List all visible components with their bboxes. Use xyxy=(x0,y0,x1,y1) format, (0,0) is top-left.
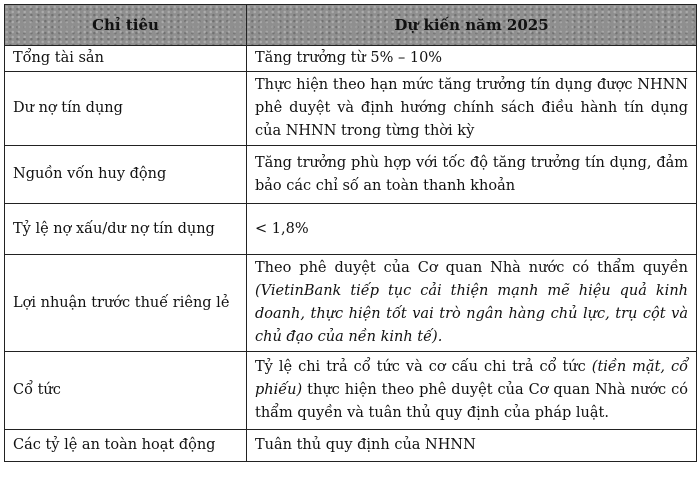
row-label-credit-balance: Dư nợ tín dụng xyxy=(5,72,247,146)
row-value-pretax-profit xyxy=(247,255,697,352)
row-label-mobilized-capital: Nguồn vốn huy động xyxy=(5,146,247,204)
table-row xyxy=(5,46,697,72)
row-label-total-assets: Tổng tài sản xyxy=(5,46,247,72)
row-value-safety-ratios: Tuân thủ quy định của NHNN xyxy=(247,430,697,462)
row-label-dividend: Cổ tức xyxy=(5,352,247,430)
header-indicator: Chỉ tiêu xyxy=(5,5,247,46)
header-forecast-2025: Dự kiến năm 2025 xyxy=(247,5,697,46)
table-row xyxy=(5,352,697,430)
row-label-pretax-profit: Lợi nhuận trước thuế riêng lẻ xyxy=(5,255,247,352)
row-value-dividend xyxy=(247,352,697,430)
dividend-note: (tiền mặt, cổ phiếu) xyxy=(255,359,689,398)
table-row xyxy=(5,204,697,255)
row-label-npl-ratio: Tỷ lệ nợ xấu/dư nợ tín dụng xyxy=(5,204,247,255)
pretax-profit-text: Theo phê duyệt của Cơ quan Nhà nước có thẩm quyền xyxy=(255,260,688,276)
row-label-safety-ratios: Các tỷ lệ an toàn hoạt động xyxy=(5,430,247,462)
pretax-profit-note: (VietinBank tiếp tục cải thiện mạnh mẽ hiệu quả kinh doanh, thực hiện tốt vai trò ngân hàng chủ lực, trụ cột và chủ đạo của nền kinh tế). xyxy=(255,283,688,345)
table-row xyxy=(5,430,697,462)
dividend-text-a: Tỷ lệ chi trả cổ tức và cơ cấu chi trả cổ tức xyxy=(255,359,586,375)
row-value-npl-ratio: < 1,8% xyxy=(247,204,697,255)
row-value-total-assets: Tăng trưởng từ 5% – 10% xyxy=(247,46,697,72)
row-value-mobilized-capital: Tăng trưởng phù hợp với tốc độ tăng trưởng tín dụng, đảm bảo các chỉ số an toàn thanh khoản xyxy=(247,146,697,204)
dividend-text-b: thực hiện theo phê duyệt của Cơ quan Nhà nước có thẩm quyền và tuân thủ quy định của pháp luật. xyxy=(255,382,688,421)
row-value-credit-balance: Thực hiện theo hạn mức tăng trưởng tín dụng được NHNN phê duyệt và định hướng chính sách điều hành tín dụng của NHNN trong từng thời kỳ xyxy=(247,72,697,146)
table-row xyxy=(5,255,697,352)
table-row xyxy=(5,146,697,204)
header-row xyxy=(5,5,697,46)
plan-table xyxy=(4,4,697,462)
table-row xyxy=(5,72,697,146)
